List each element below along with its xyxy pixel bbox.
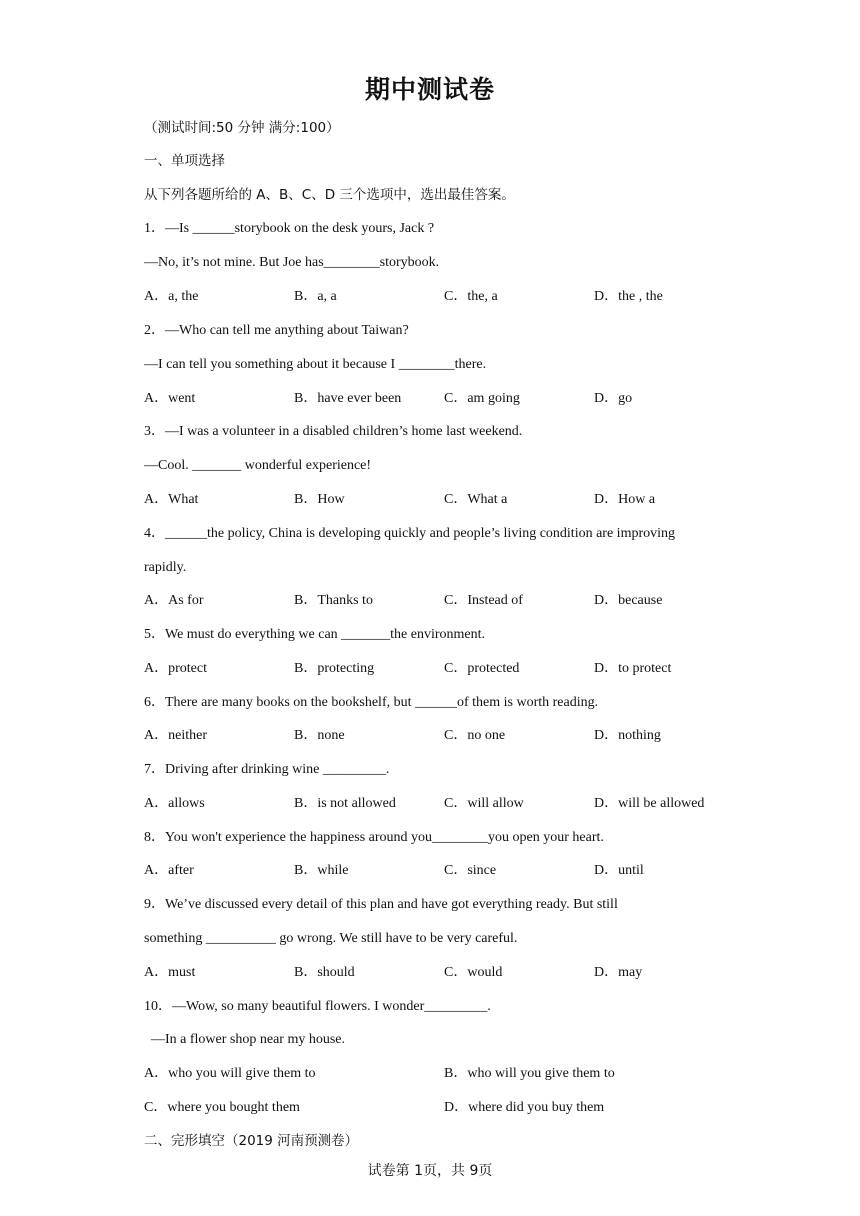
option-b: B．is not allowed — [294, 796, 396, 811]
option-d: D．go — [594, 391, 633, 406]
question-2-options — [144, 389, 764, 409]
question-6-stem: 6．There are many books on the bookshelf, but ______of them is worth reading. — [144, 695, 599, 710]
option-a: A．allows — [144, 796, 205, 811]
option-d: D．nothing — [594, 728, 661, 743]
question-7-stem: 7．Driving after drinking wine _________. — [144, 762, 390, 777]
option-c: C．am going — [444, 391, 520, 406]
question-4-stem: 4．______the policy, China is developing quickly and people’s living condition are improving — [144, 526, 676, 541]
option-a: A．who you will give them to — [144, 1066, 316, 1081]
option-c: C．the, a — [444, 289, 498, 304]
option-a: A．must — [144, 965, 196, 980]
question-10-options-row-2 — [144, 1098, 764, 1118]
question-4-options — [144, 591, 764, 611]
option-c: C．where you bought them — [144, 1100, 300, 1115]
page-title: 期中测试卷 — [364, 75, 495, 104]
question-10-response: —In a flower shop near my house. — [144, 1032, 346, 1047]
option-d: D．to protect — [594, 661, 672, 676]
question-8-stem: 8．You won't experience the happiness around you________you open your heart. — [144, 830, 604, 845]
option-d: D．because — [594, 593, 663, 608]
option-d: D．where did you buy them — [444, 1100, 605, 1115]
option-d: D．may — [594, 965, 643, 980]
question-1-options — [144, 287, 764, 307]
question-10-options-row-1 — [144, 1064, 764, 1084]
section-heading-single-choice: 一、单项选择 — [144, 153, 225, 169]
option-b: B．have ever been — [294, 391, 402, 406]
question-6-options — [144, 726, 764, 746]
question-9-options — [144, 963, 764, 983]
question-9-stem-continued: something __________ go wrong. We still have to be very careful. — [144, 931, 518, 946]
question-1-response: —No, it’s not mine. But Joe has________storybook. — [144, 255, 440, 270]
option-a: A．went — [144, 391, 196, 406]
option-a: A．neither — [144, 728, 207, 743]
exam-info: （测试时间:50 分钟 满分:100） — [144, 120, 340, 136]
option-c: C．since — [444, 863, 497, 878]
option-c: C．would — [444, 965, 503, 980]
question-1-stem: 1．—Is ______storybook on the desk yours, Jack ? — [144, 221, 435, 236]
question-5-stem: 5．We must do everything we can _______the environment. — [144, 627, 486, 642]
section-heading-cloze: 二、完形填空（2019 河南预测卷） — [144, 1133, 359, 1149]
question-2-response: —I can tell you something about it because I ________there. — [144, 357, 487, 372]
question-3-response: —Cool. _______ wonderful experience! — [144, 458, 372, 473]
question-2-stem: 2．—Who can tell me anything about Taiwan? — [144, 323, 409, 338]
option-a: A．As for — [144, 593, 204, 608]
question-7-options — [144, 794, 764, 814]
option-b: B．a, a — [294, 289, 337, 304]
question-3-stem: 3．—I was a volunteer in a disabled children’s home last weekend. — [144, 424, 523, 439]
option-b: B．How — [294, 492, 345, 507]
question-8-options — [144, 861, 764, 881]
option-d: D．will be allowed — [594, 796, 705, 811]
section-instruction: 从下列各题所给的 A、B、C、D 三个选项中，选出最佳答案。 — [144, 187, 515, 203]
question-3-options — [144, 490, 764, 510]
option-c: C．What a — [444, 492, 508, 507]
option-c: C．Instead of — [444, 593, 523, 608]
question-9-stem: 9．We’ve discussed every detail of this plan and have got everything ready. But still — [144, 897, 618, 912]
option-c: C．no one — [444, 728, 506, 743]
option-b: B．while — [294, 863, 349, 878]
option-a: A．protect — [144, 661, 207, 676]
option-b: B．none — [294, 728, 345, 743]
page-footer: 试卷第 1页，共 9页 — [367, 1163, 493, 1179]
question-5-options — [144, 659, 764, 679]
option-d: D．until — [594, 863, 644, 878]
option-b: B．should — [294, 965, 355, 980]
option-b: B．Thanks to — [294, 593, 373, 608]
option-c: C．will allow — [444, 796, 524, 811]
question-10-stem: 10．—Wow, so many beautiful flowers. I wonder_________. — [144, 999, 491, 1014]
option-d: D．How a — [594, 492, 656, 507]
question-4-stem-continued: rapidly. — [144, 560, 187, 575]
option-b: B．who will you give them to — [444, 1066, 615, 1081]
option-a: A．a, the — [144, 289, 199, 304]
option-b: B．protecting — [294, 661, 375, 676]
option-a: A．after — [144, 863, 194, 878]
option-c: C．protected — [444, 661, 520, 676]
option-a: A．What — [144, 492, 199, 507]
option-d: D．the , the — [594, 289, 663, 304]
